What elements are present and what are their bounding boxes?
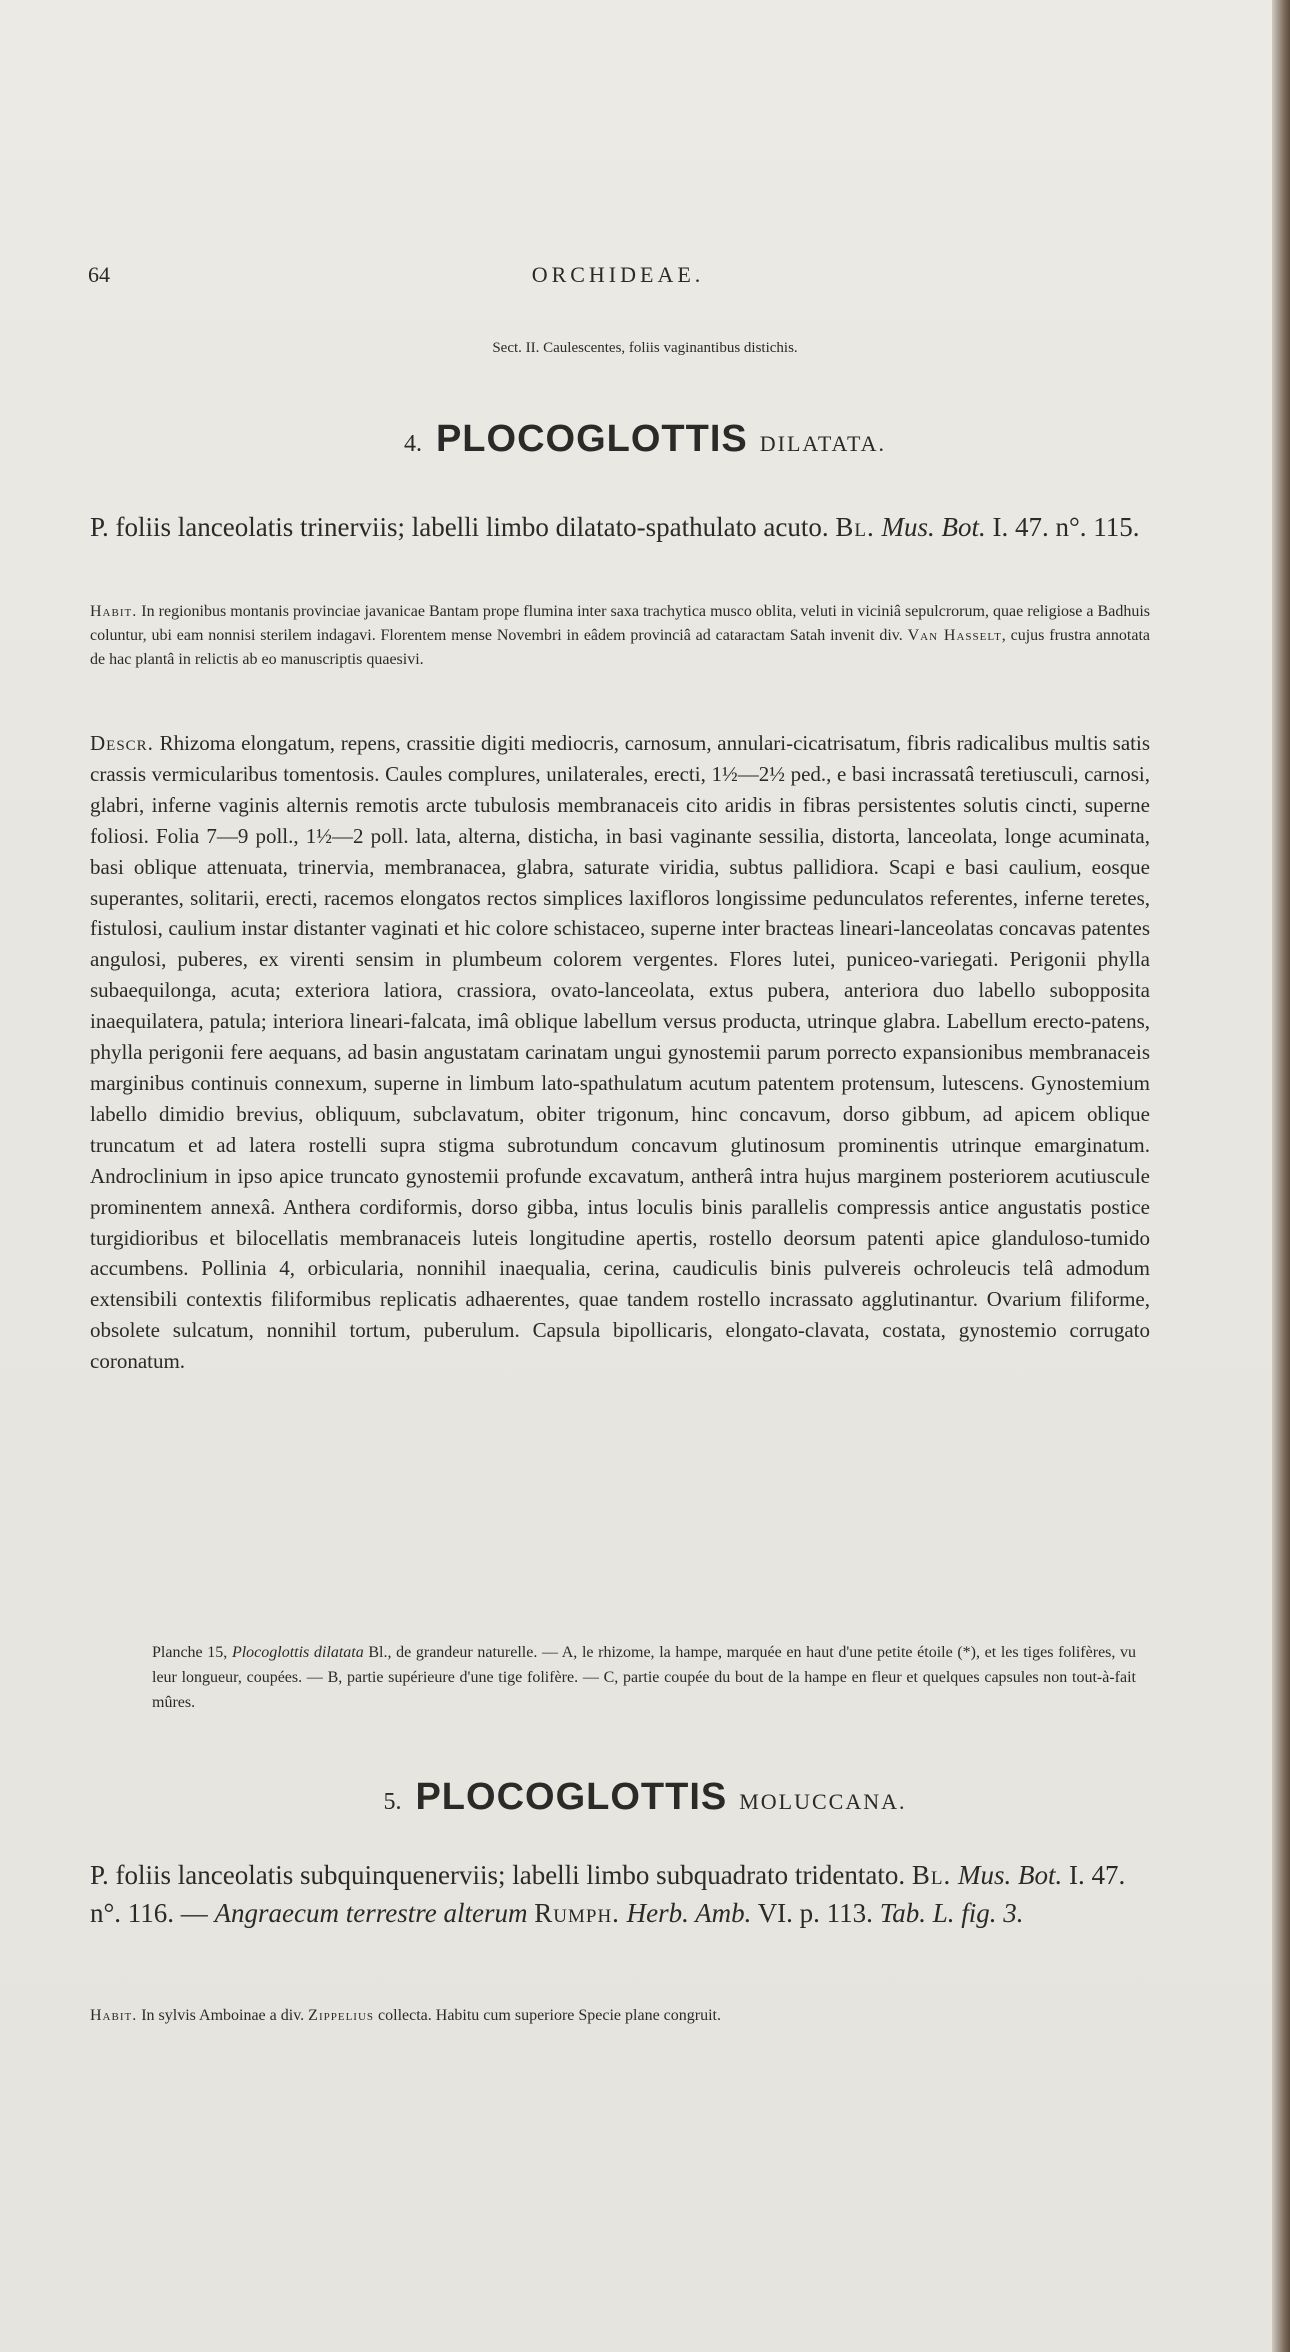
habitat-label: Habit.	[90, 2007, 138, 2024]
synonym-author: Rumph.	[534, 1898, 620, 1928]
diagnosis-1	[90, 508, 1150, 546]
species-title-1	[0, 418, 1290, 461]
citation-work: Mus. Bot.	[958, 1860, 1063, 1890]
collector-name: Zippelius	[308, 2007, 375, 2024]
section-heading: Sect. II. Caulescentes, foliis vaginantibus distichis.	[492, 340, 798, 356]
diagnosis-2	[90, 1856, 1150, 1932]
page-number: 64	[88, 262, 110, 287]
species-epithet: MOLUCCANA.	[739, 1789, 907, 1814]
plate-caption	[152, 1640, 1136, 1715]
plate-text: Bl., de grandeur naturelle. — A, le rhizome, la hampe, marquée en haut d'une petite étoile (*), et les tiges folifères, vu leur longueur, coupées. — B, partie supérieure d'une tige folifère. — C, partie coupée du bout de la hampe en fleur et quelques capsules non tout-à-fait mûres.	[152, 1644, 1137, 1711]
habitat-text: In sylvis Amboinae a div.	[141, 2007, 305, 2024]
synonym-tab: Tab. L. fig. 3.	[879, 1898, 1024, 1928]
description-text: Rhizoma elongatum, repens, crassitie digiti mediocris, carnosum, annulari-cicatrisatum, fibris radicalibus multis satis crassis vermicularibus tomentosis. Caules complures, unilaterales, erecti, 1½—2½ ped., e basi incrassatâ teretiusculi, carnosi, glabri, inferne vaginis alternis remotis arcte tubulosis membranaceis cito aridis in fibras persistentes solutis cincti, superne foliosi. Folia 7—9 poll., 1½—2 poll. lata, alterna, disticha, in basi vaginante sessilia, distorta, lanceolata, longe acuminata, basi oblique attenuata, trinervia, membranacea, glabra, saturate viridia, subtus pallidiora. Scapi e basi caulium, eosque superantes, solitarii, erecti, racemos elongatos rectos simplices laxifloros longissime pedunculatos referentes, inferne teretes, fistulosi, caulium instar distanter vaginati et hic colore schistaceo, superne inter bracteas lineari-lanceolatas concavas patentes angulosi, puberes, ex virenti sensim in plumbeum colorem vergentes. Flores lutei, puniceo-variegati. Perigonii phylla subaequilonga, acuta; exteriora latiora, crassiora, ovato-lanceolata, extus pubera, anteriora duo labello subopposita inaequilatera, patula; interiora lineari-falcata, imâ oblique labellum versus producta, utrinque glabra. Labellum erecto-patens, phylla perigonii fere aequans, ad basin angustatam carinatam ungui gynostemii parum porrecto expansionibus membranaceis marginibus continuis connexum, superne in limbum lato-spathulatum acutum patentem protensum, lutescens. Gynostemium labello dimidio brevius, obliquum, subclavatum, obiter trigonum, hinc concavum, dorso gibbum, ad apicem oblique truncatum et ad latera rostelli supra stigma subrotundum concavum glutinosum prominentis utrinque emarginatum. Androclinium in ipso apice truncato gynostemii profunde excavatum, antherâ intra hujus marginem posteriorem acutiuscule prominentem annexâ. Anthera cordiformis, dorso gibba, intus loculis binis parallelis compressis antice angustatis postice turgidioribus et bilocellatis membranaceis luteis longitudine apertis, rostello deorsum patenti apice glanduloso-tumido accumbens. Pollinia 4, orbicularia, nonnihil inaequalia, cerina, caudiculis binis pulvereis ochroleucis telâ admodum extensibili contextis filiformibus replicatis adhaerentes, quae tandem rostello incrassato agglutinantur. Ovarium filiforme, obsolete sulcatum, nonnihil tortum, puberulum. Capsula bipollicaris, elongato-clavata, costata, gynostemio corrugato coronatum.	[90, 731, 1150, 1374]
diagnosis-text: P. foliis lanceolatis trinerviis; labelli limbo dilatato-spathulato acuto.	[90, 512, 829, 542]
citation-work: Mus. Bot.	[881, 512, 986, 542]
habitat-1	[90, 600, 1150, 672]
authority: Bl.	[835, 512, 875, 542]
description	[90, 728, 1150, 1377]
running-title: ORCHIDEAE.	[531, 262, 705, 287]
citation-rest: I. 47. n°. 116. —	[90, 1860, 1126, 1928]
species-title-2	[0, 1776, 1290, 1819]
synonym-work: Herb. Amb.	[626, 1898, 752, 1928]
species-epithet: DILATATA.	[759, 431, 887, 456]
authority: Bl.	[911, 1860, 952, 1890]
page-header	[88, 262, 1148, 292]
citation-rest: I. 47. n°. 115.	[992, 512, 1140, 542]
habitat-label: Habit.	[90, 603, 138, 620]
collector-name: Van Hasselt	[907, 627, 1002, 644]
plate-prefix: Planche 15,	[152, 1644, 228, 1661]
species-number: 4.	[403, 431, 422, 457]
genus-name: PLOCOGLOTTIS	[435, 418, 748, 460]
habitat-2	[90, 2004, 1150, 2028]
habitat-text-end: collecta. Habitu cum superiore Specie plane congruit.	[378, 2007, 721, 2024]
synonym: Angraecum terrestre alterum	[214, 1898, 528, 1928]
description-label: Descr.	[90, 731, 154, 755]
synonym-rest: VI. p. 113.	[757, 1898, 873, 1928]
habitat-text-end: , cujus frustra annotata de hac plantâ in relictis ab eo manuscriptis quaesivi.	[90, 627, 1151, 668]
diagnosis-text: P. foliis lanceolatis subquinquenerviis; labelli limbo subquadrato tridentato.	[90, 1860, 906, 1890]
species-number: 5.	[383, 1789, 402, 1815]
plate-taxon: Plocoglottis dilatata	[231, 1644, 364, 1661]
habitat-text: In regionibus montanis provinciae javanicae Bantam prope flumina inter saxa trachytica musco oblita, veluti in viciniâ sepulcrorum, quae religiose a Badhuis coluntur, ubi eam nonnisi sterilem indagavi. Florentem mense Novembri in eâdem provinciâ ad cataractam Satah invenit div.	[90, 603, 1151, 644]
genus-name: PLOCOGLOTTIS	[415, 1776, 728, 1818]
